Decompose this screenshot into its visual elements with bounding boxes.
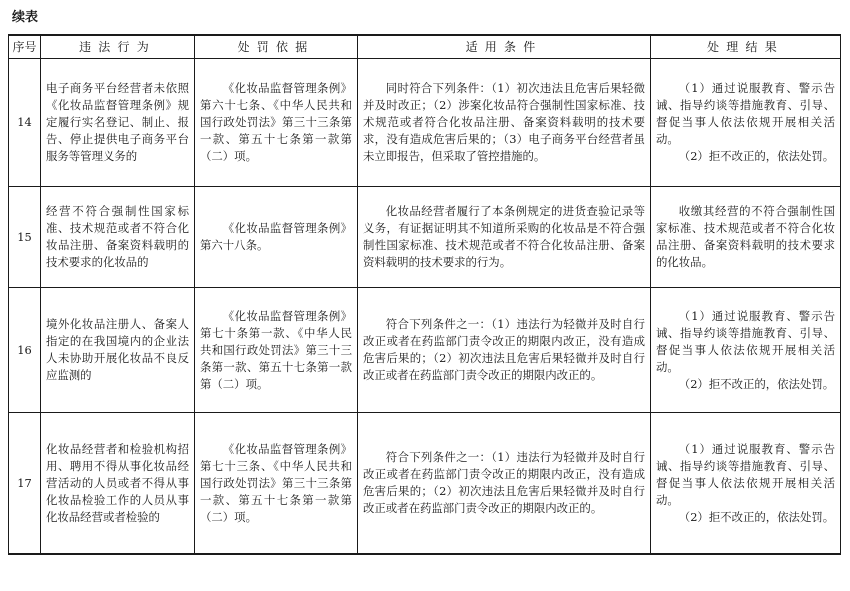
result-line: 收缴其经营的不符合强制性国家标准、技术规范或者不符合化妆品注册、备案资料载明的技术要求的化妆品。 [656,204,835,269]
applicable-conditions: 同时符合下列条件：（1）初次违法且危害后果轻微并及时改正；（2）涉案化妆品符合强制性国家标准、技术规范或者符合化妆品注册、备案资料载明的技术要求，没有造成危害后果的；（3）电子商务平台经营者虽未立即报告，但采取了管控措施的。 [358,59,651,187]
header-no: 序号 [9,35,41,59]
penalty-basis: 《化妆品监督管理条例》第六十八条。 [195,187,358,288]
handling-result [651,288,841,413]
table-row [9,187,841,288]
violation-act: 境外化妆品注册人、备案人指定的在我国境内的企业法人未协助开展化妆品不良反应监测的 [41,288,195,413]
violation-act: 电子商务平台经营者未依照《化妆品监督管理条例》规定履行实名登记、制止、报告、停止提供电子商务平台服务等管理义务的 [41,59,195,187]
result-line: （1）通过说服教育、警示告诫、指导约谈等措施教育、引导、督促当事人依法依规开展相关活动。 [656,308,835,374]
row-number: 14 [9,59,41,187]
result-line: （2）拒不改正的，依法处罚。 [678,149,835,163]
table-row [9,288,841,413]
result-line: （1）通过说服教育、警示告诫、指导约谈等措施教育、引导、督促当事人依法依规开展相关活动。 [656,81,835,146]
penalty-basis: 《化妆品监督管理条例》第七十条第一款、《中华人民共和国行政处罚法》第三十三条第一款、第五十七条第一款第（二）项。 [195,288,358,413]
row-number: 17 [9,413,41,555]
handling-result [651,413,841,555]
handling-result [651,59,841,187]
penalty-table [8,34,841,555]
table-row [9,413,841,555]
applicable-conditions: 化妆品经营者履行了本条例规定的进货查验记录等义务，有证据证明其不知道所采购的化妆品是不符合强制性国家标准、技术规范或者不符合化妆品注册、备案资料载明的技术要求的行为。 [358,187,651,288]
page-caption: 续表 [12,10,39,25]
handling-result [651,187,841,288]
violation-act: 化妆品经营者和检验机构招用、聘用不得从事化妆品经营活动的人员或者不得从事化妆品检验工作的人员从事化妆品经营或者检验的 [41,413,195,555]
header-conditions: 适用条件 [358,35,651,59]
table-row [9,59,841,187]
applicable-conditions: 符合下列条件之一：（1）违法行为轻微并及时自行改正或者在药监部门责令改正的期限内改正，没有造成危害后果的；（2）初次违法且危害后果轻微并及时自行改正或者在药监部门责令改正的期限内改正的。 [358,288,651,413]
row-number: 15 [9,187,41,288]
result-line: （2）拒不改正的，依法处罚。 [678,509,835,524]
violation-act: 经营不符合强制性国家标准、技术规范或者不符合化妆品注册、备案资料载明的技术要求的化妆品的 [41,187,195,288]
header-act: 违法行为 [41,35,195,59]
result-line: （2）拒不改正的，依法处罚。 [678,376,835,391]
header-basis: 处罚依据 [195,35,358,59]
penalty-basis: 《化妆品监督管理条例》第六十七条、《中华人民共和国行政处罚法》第三十三条第一款、第五十七条第一款第（二）项。 [195,59,358,187]
row-number: 16 [9,288,41,413]
penalty-basis: 《化妆品监督管理条例》第七十三条、《中华人民共和国行政处罚法》第三十三条第一款、第五十七条第一款第（二）项。 [195,413,358,555]
applicable-conditions: 符合下列条件之一：（1）违法行为轻微并及时自行改正或者在药监部门责令改正的期限内改正，没有造成危害后果的；（2）初次违法且危害后果轻微并及时自行改正或者在药监部门责令改正的期限内改正的。 [358,413,651,555]
header-row [9,35,841,59]
header-result: 处理结果 [651,35,841,59]
result-line: （1）通过说服教育、警示告诫、指导约谈等措施教育、引导、督促当事人依法依规开展相关活动。 [656,441,835,507]
